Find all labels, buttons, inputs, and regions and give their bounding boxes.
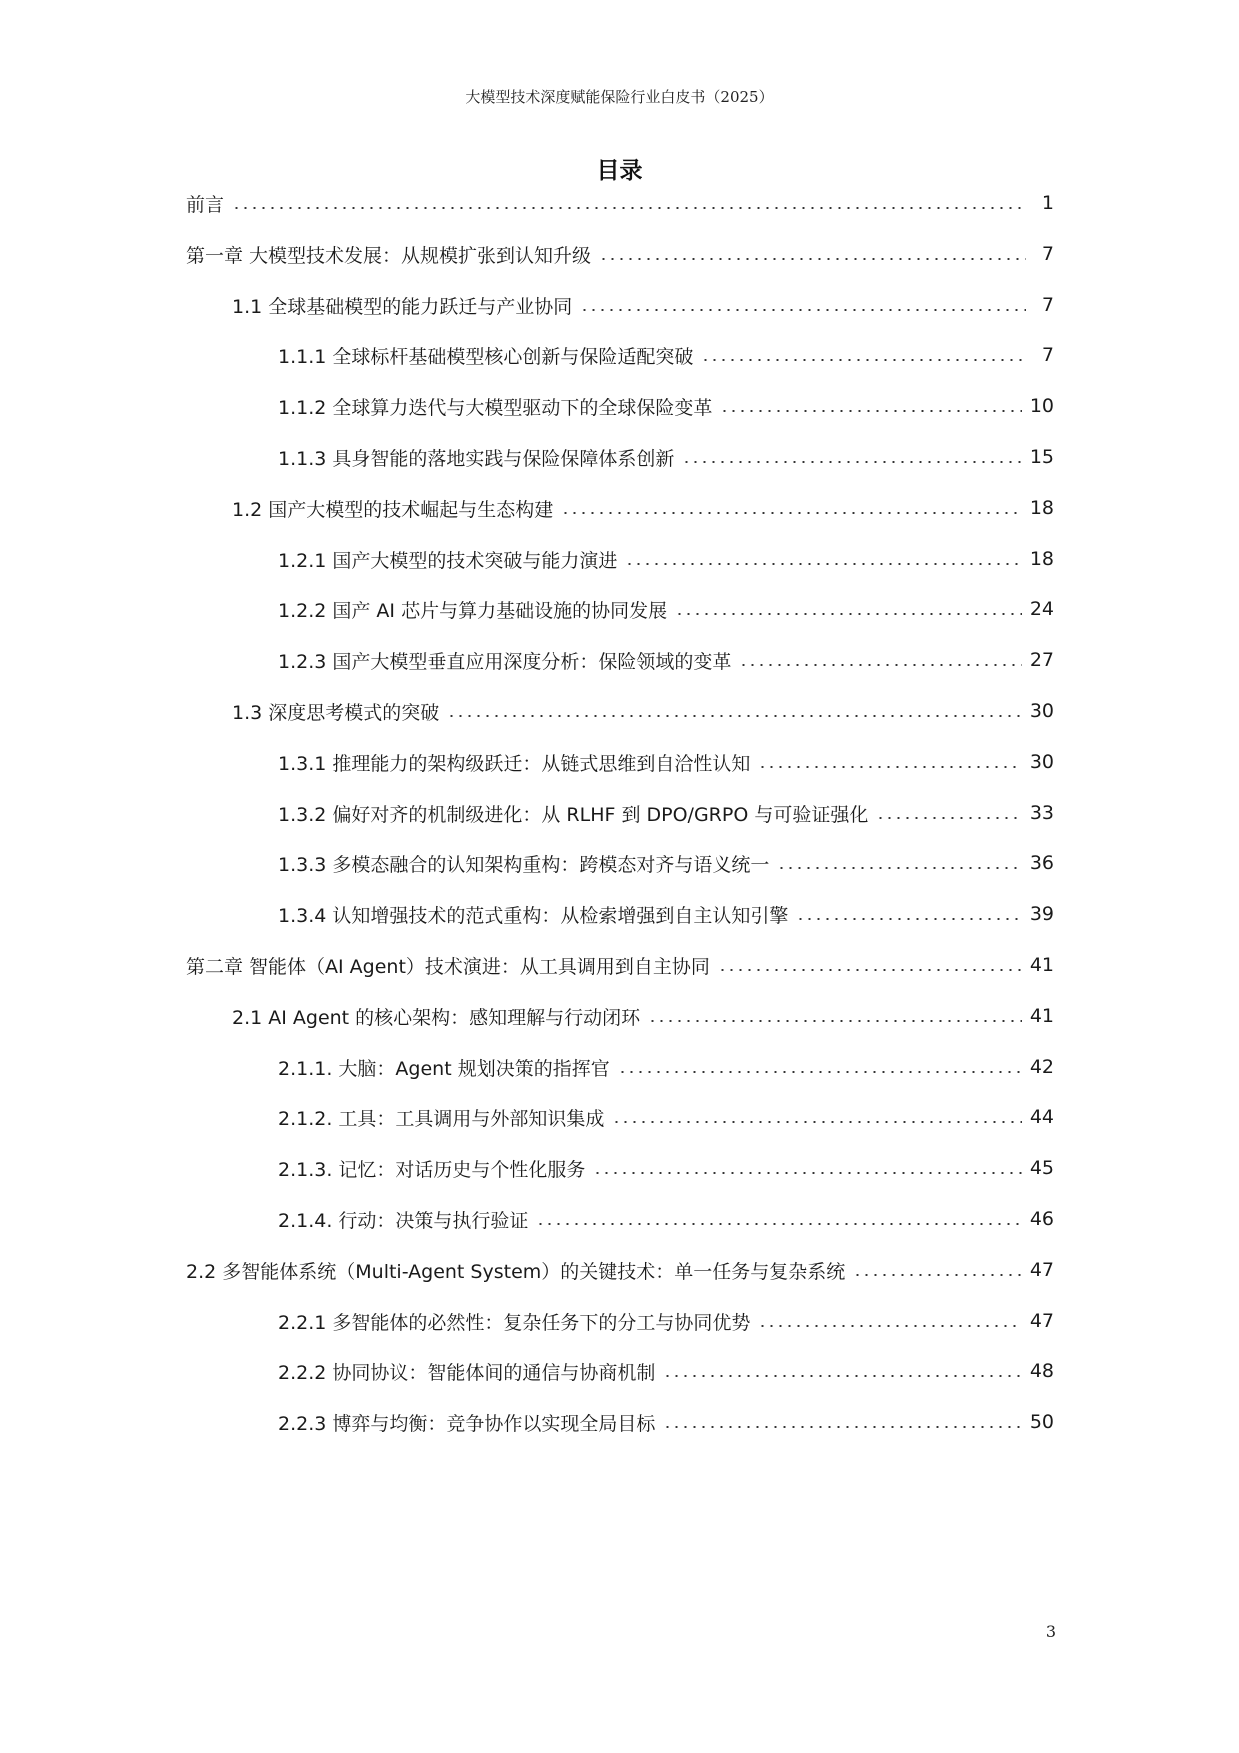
toc-entry[interactable] (278, 1148, 1054, 1188)
toc-entry[interactable] (278, 589, 1054, 629)
toc-entry[interactable] (232, 285, 1054, 325)
dot-leader (618, 1071, 1022, 1073)
toc-entry-label: 2.2.3 博弈与均衡：竞争协作以实现全局目标 (278, 1412, 656, 1435)
toc-entry-label: 2.2.2 协同协议：智能体间的通信与协商机制 (278, 1361, 656, 1384)
toc-entry-label: 1.2.1 国产大模型的技术突破与能力演进 (278, 549, 618, 572)
dot-leader (232, 207, 1026, 209)
dot-leader (853, 1274, 1022, 1276)
toc-entry-label: 1.3.3 多模态融合的认知架构重构：跨模态对齐与语义统一 (278, 853, 770, 876)
toc-entry[interactable] (278, 894, 1054, 934)
dot-leader (612, 1121, 1021, 1123)
toc-entry[interactable] (278, 1351, 1054, 1391)
toc-entry-label: 1.1.3 具身智能的落地实践与保险保障体系创新 (278, 447, 675, 470)
toc-entry[interactable] (278, 742, 1054, 782)
toc-entry-page: 7 (1041, 344, 1054, 366)
dot-leader (580, 309, 1026, 311)
toc-entry-page: 15 (1029, 446, 1054, 468)
toc-entry[interactable] (278, 843, 1054, 883)
toc-entry[interactable] (278, 1402, 1054, 1442)
dot-leader (561, 512, 1022, 514)
dot-leader (758, 766, 1021, 768)
page-number: 3 (1045, 1622, 1056, 1641)
toc-entry[interactable] (232, 996, 1054, 1036)
dot-leader (758, 1325, 1021, 1327)
toc-entry-page: 18 (1029, 497, 1054, 519)
toc-title: 目录 (596, 158, 643, 184)
toc-entry-page: 30 (1029, 700, 1054, 722)
dot-leader (718, 969, 1022, 971)
toc-entry-label: 1.3.2 偏好对齐的机制级进化：从 RLHF 到 DPO/GRPO 与可验证强化 (278, 803, 869, 826)
toc-entry-label: 第一章 大模型技术发展：从规模扩张到认知升级 (186, 244, 592, 267)
toc-entry[interactable] (186, 234, 1054, 274)
dot-leader (675, 613, 1022, 615)
toc-entry-page: 45 (1029, 1157, 1054, 1179)
toc-entry-label: 1.3.1 推理能力的架构级跃迁：从链式思维到自洽性认知 (278, 752, 751, 775)
toc-entry[interactable] (278, 640, 1054, 680)
toc-entry-page: 50 (1029, 1411, 1054, 1433)
toc-entry[interactable] (186, 945, 1054, 985)
toc-entry-page: 46 (1029, 1208, 1054, 1230)
toc-entry-label: 2.2.1 多智能体的必然性：复杂任务下的分工与协同优势 (278, 1311, 751, 1334)
toc-entry-label: 1.3 深度思考模式的突破 (232, 701, 440, 724)
toc-entry[interactable] (278, 1097, 1054, 1137)
toc-entry-label: 1.1.2 全球算力迭代与大模型驱动下的全球保险变革 (278, 396, 713, 419)
toc-entry-label: 1.1 全球基础模型的能力跃迁与产业协同 (232, 295, 573, 318)
dot-leader (701, 359, 1026, 361)
running-header: 大模型技术深度赋能保险行业白皮书（2025） (465, 88, 774, 106)
toc-entry-page: 1 (1041, 192, 1054, 214)
dot-leader (648, 1020, 1022, 1022)
toc-entry-label: 2.1 AI Agent 的核心架构：感知理解与行动闭环 (232, 1006, 641, 1029)
toc-entry-page: 18 (1029, 548, 1054, 570)
toc-entry-label: 1.2.3 国产大模型垂直应用深度分析：保险领域的变革 (278, 650, 732, 673)
toc-entry[interactable] (278, 793, 1054, 833)
toc-entry-page: 47 (1029, 1310, 1054, 1332)
toc-entry-page: 7 (1041, 243, 1054, 265)
toc-entry-label: 第二章 智能体（AI Agent）技术演进：从工具调用到自主协同 (186, 955, 710, 978)
dot-leader (663, 1375, 1021, 1377)
toc-entry-label: 2.1.1. 大脑：Agent 规划决策的指挥官 (278, 1057, 610, 1080)
dot-leader (720, 410, 1021, 412)
toc-entry-page: 27 (1029, 649, 1054, 671)
toc-entry[interactable] (278, 386, 1054, 426)
toc-entry[interactable] (186, 183, 1054, 223)
toc-entry-label: 前言 (186, 193, 225, 216)
toc-entry[interactable] (232, 488, 1054, 528)
dot-leader (663, 1426, 1021, 1428)
toc-entry-page: 10 (1029, 395, 1054, 417)
toc-entry-label: 2.1.3. 记忆：对话历史与个性化服务 (278, 1158, 586, 1181)
dot-leader (625, 563, 1021, 565)
dot-leader (876, 817, 1021, 819)
toc-entry-label: 2.2 多智能体系统（Multi-Agent System）的关键技术：单一任务与复杂系统 (186, 1260, 846, 1283)
dot-leader (599, 258, 1026, 260)
toc-entry-page: 39 (1029, 903, 1054, 925)
toc-entry[interactable] (278, 1301, 1054, 1341)
toc-entry[interactable] (186, 1250, 1054, 1290)
toc-entry-label: 2.1.2. 工具：工具调用与外部知识集成 (278, 1107, 605, 1130)
toc-entry-page: 41 (1029, 1005, 1054, 1027)
toc-entry-label: 1.2 国产大模型的技术崛起与生态构建 (232, 498, 554, 521)
toc-entry-page: 36 (1029, 852, 1054, 874)
toc-entry[interactable] (278, 539, 1054, 579)
dot-leader (536, 1223, 1021, 1225)
toc-entry[interactable] (278, 1047, 1054, 1087)
toc-entry[interactable] (278, 1199, 1054, 1239)
toc-entry-label: 1.3.4 认知增强技术的范式重构：从检索增强到自主认知引擎 (278, 904, 789, 927)
toc-entry-label: 1.1.1 全球标杆基础模型核心创新与保险适配突破 (278, 345, 694, 368)
dot-leader (739, 664, 1021, 666)
toc-entry-label: 1.2.2 国产 AI 芯片与算力基础设施的协同发展 (278, 599, 668, 622)
toc-entry-page: 33 (1029, 802, 1054, 824)
dot-leader (777, 867, 1021, 869)
dot-leader (593, 1172, 1021, 1174)
toc-entry-page: 44 (1029, 1106, 1054, 1128)
toc-entry-page: 41 (1029, 954, 1054, 976)
toc-entry-page: 30 (1029, 751, 1054, 773)
toc-entry-page: 24 (1029, 598, 1054, 620)
toc-entry-label: 2.1.4. 行动：决策与执行验证 (278, 1209, 529, 1232)
toc-entry-page: 42 (1029, 1056, 1054, 1078)
dot-leader (796, 918, 1021, 920)
dot-leader (682, 461, 1021, 463)
toc-entry-page: 7 (1041, 294, 1054, 316)
toc-entry[interactable] (278, 437, 1054, 477)
toc-entry[interactable] (232, 691, 1054, 731)
toc-entry[interactable] (278, 335, 1054, 375)
toc-entry-page: 47 (1029, 1259, 1054, 1281)
toc-entry-page: 48 (1029, 1360, 1054, 1382)
dot-leader (447, 715, 1022, 717)
